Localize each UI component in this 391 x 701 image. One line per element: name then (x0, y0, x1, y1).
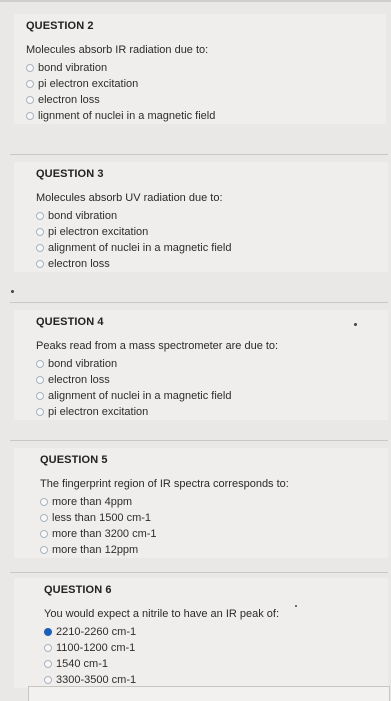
marker-dot (354, 323, 357, 326)
radio-icon[interactable] (36, 212, 44, 220)
radio-icon[interactable] (36, 360, 44, 368)
question-4 (14, 310, 388, 420)
answer-option[interactable] (26, 108, 386, 124)
radio-icon[interactable] (36, 392, 44, 400)
answer-option[interactable] (40, 494, 388, 510)
answer-option[interactable] (26, 76, 386, 92)
option-label: electron loss (48, 374, 110, 386)
answer-option[interactable] (36, 388, 388, 404)
option-label: more than 12ppm (52, 544, 139, 556)
option-label: pi electron excitation (48, 406, 149, 418)
option-label: lignment of nuclei in a magnetic field (38, 110, 216, 122)
answer-option[interactable] (26, 60, 386, 76)
radio-selected-icon[interactable] (44, 628, 52, 636)
answer-option[interactable] (40, 542, 388, 558)
radio-icon[interactable] (40, 546, 48, 554)
answer-option[interactable] (44, 656, 388, 672)
question-heading: QUESTION 4 (36, 316, 104, 328)
marker-dot (295, 605, 297, 607)
option-label: more than 4ppm (52, 496, 133, 508)
question-prompt: The fingerprint region of IR spectra corresponds to: (40, 478, 289, 490)
radio-icon[interactable] (40, 498, 48, 506)
question-5 (14, 448, 388, 558)
question-prompt: You would expect a nitrile to have an IR peak of: (44, 608, 280, 620)
option-label: bond vibration (38, 62, 108, 74)
answer-option[interactable] (40, 526, 388, 542)
answer-option[interactable] (36, 224, 388, 240)
radio-icon[interactable] (26, 80, 34, 88)
option-label: bond vibration (48, 210, 118, 222)
radio-icon[interactable] (44, 660, 52, 668)
answer-option[interactable] (26, 92, 386, 108)
radio-icon[interactable] (26, 96, 34, 104)
question-heading: QUESTION 2 (26, 20, 94, 32)
option-label: electron loss (38, 94, 100, 106)
option-label: less than 1500 cm-1 (52, 512, 152, 524)
question-prompt: Peaks read from a mass spectrometer are due to: (36, 340, 279, 352)
radio-icon[interactable] (26, 64, 34, 72)
option-label: 3300-3500 cm-1 (56, 674, 137, 686)
question-divider (10, 302, 388, 303)
radio-icon[interactable] (44, 644, 52, 652)
radio-icon[interactable] (40, 514, 48, 522)
question-6 (14, 578, 388, 688)
answer-option[interactable] (44, 624, 388, 640)
question-3 (14, 162, 388, 272)
question-divider (10, 154, 388, 155)
answer-option[interactable] (36, 372, 388, 388)
radio-icon[interactable] (36, 260, 44, 268)
question-heading: QUESTION 3 (36, 168, 104, 180)
answer-option[interactable] (36, 240, 388, 256)
answer-option[interactable] (44, 640, 388, 656)
answer-option[interactable] (36, 208, 388, 224)
radio-icon[interactable] (36, 228, 44, 236)
option-label: bond vibration (48, 358, 118, 370)
question-2 (14, 14, 386, 124)
question-divider (10, 572, 388, 573)
option-label: alignment of nuclei in a magnetic field (48, 242, 232, 254)
radio-icon[interactable] (26, 112, 34, 120)
radio-icon[interactable] (36, 408, 44, 416)
marker-dot (11, 290, 14, 293)
answer-option[interactable] (36, 256, 388, 272)
radio-icon[interactable] (36, 244, 44, 252)
radio-icon[interactable] (40, 530, 48, 538)
option-label: alignment of nuclei in a magnetic field (48, 390, 232, 402)
option-label: pi electron excitation (48, 226, 149, 238)
answer-option[interactable] (36, 404, 388, 420)
answer-option[interactable] (40, 510, 388, 526)
question-heading: QUESTION 6 (44, 584, 112, 596)
radio-icon[interactable] (44, 676, 52, 684)
option-label: 1540 cm-1 (56, 658, 108, 670)
option-label: electron loss (48, 258, 110, 270)
question-prompt: Molecules absorb IR radiation due to: (26, 44, 209, 56)
question-heading: QUESTION 5 (40, 454, 108, 466)
page-top-edge (0, 0, 391, 2)
question-divider (10, 440, 388, 441)
option-label: 2210-2260 cm-1 (56, 626, 137, 638)
option-label: more than 3200 cm-1 (52, 528, 157, 540)
question-prompt: Molecules absorb UV radiation due to: (36, 192, 223, 204)
option-label: 1100-1200 cm-1 (56, 642, 136, 654)
answer-option[interactable] (36, 356, 388, 372)
option-label: pi electron excitation (38, 78, 139, 90)
radio-icon[interactable] (36, 376, 44, 384)
next-question-box (28, 686, 390, 701)
